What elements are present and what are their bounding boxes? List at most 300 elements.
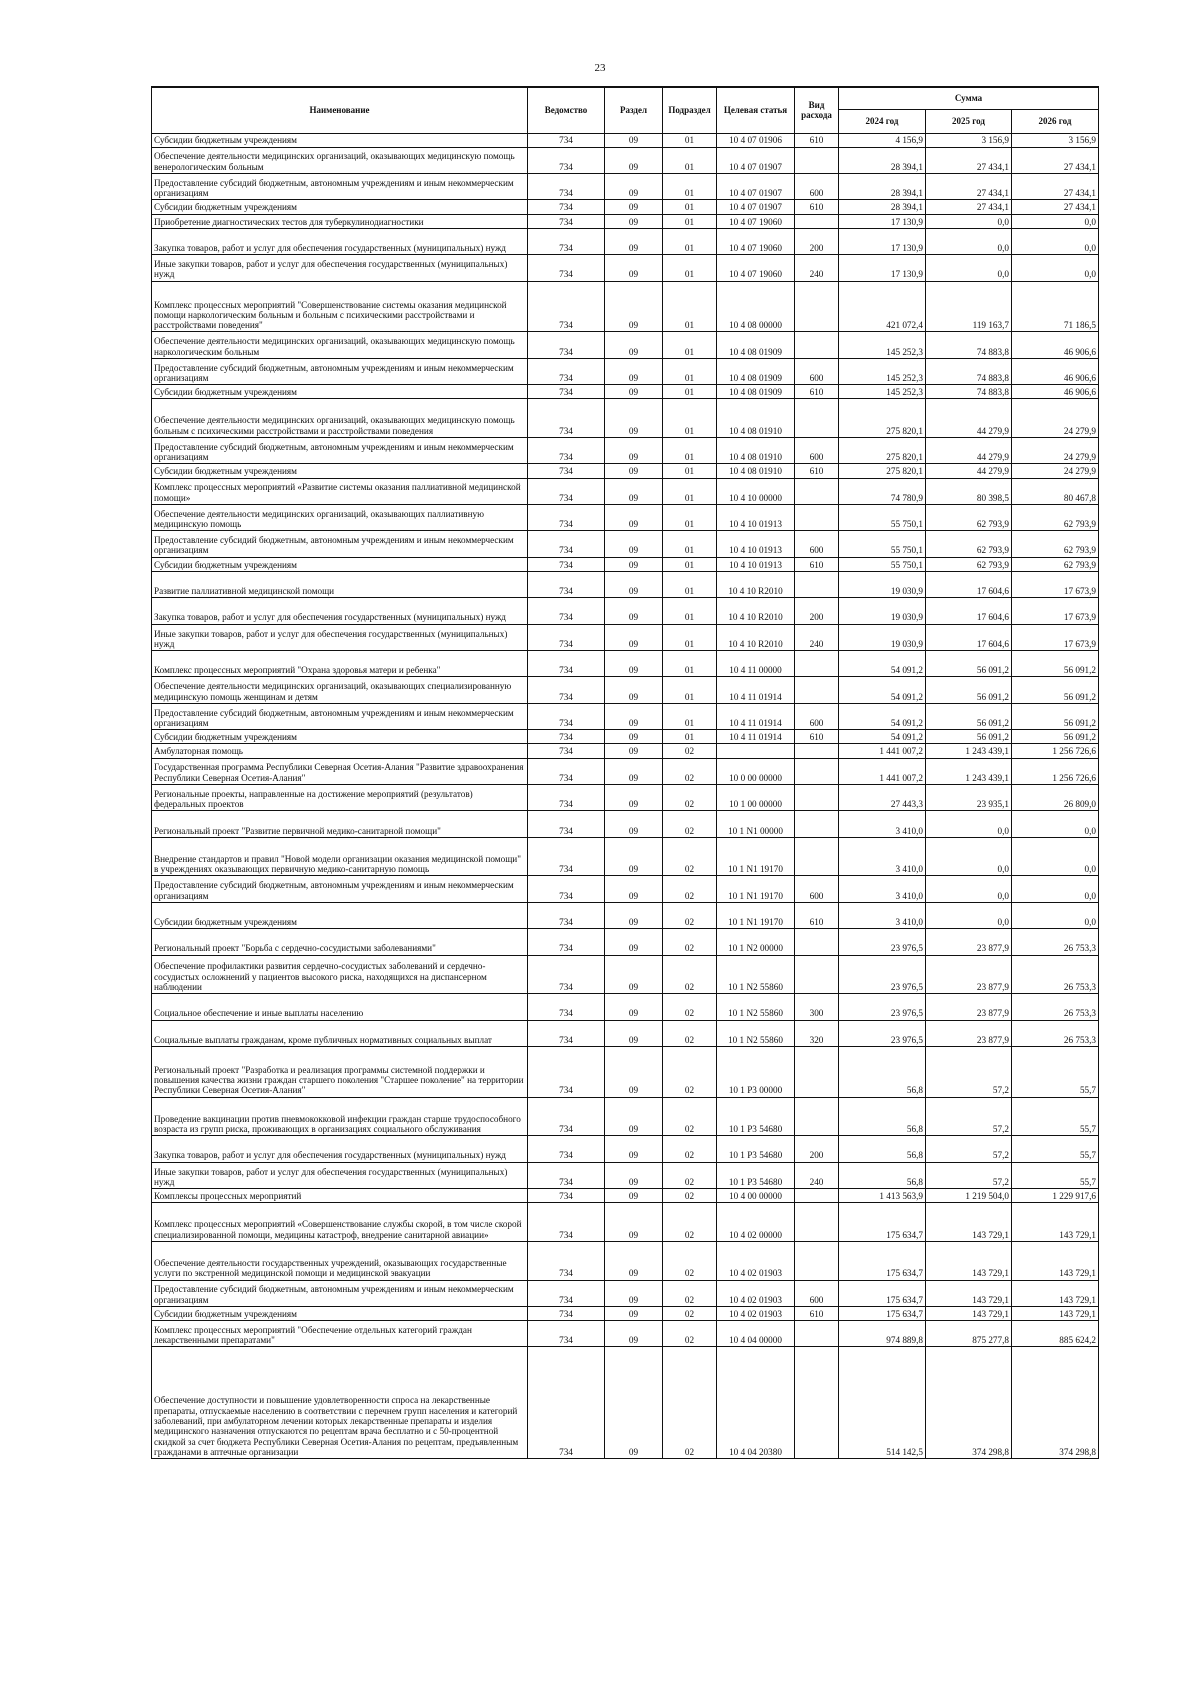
row-section: 09 [605,255,663,281]
row-sum-2024: 1 441 007,2 [839,758,926,784]
row-kind [795,744,839,758]
row-name: Обеспечение деятельности медицинских организаций, оказывающих специализированную медицинскую помощь женщинам и детям [152,677,528,703]
table-row [152,385,1099,399]
row-dept: 734 [528,1136,605,1162]
row-subsection: 01 [663,504,717,530]
row-dept: 734 [528,1280,605,1306]
row-kind: 610 [795,133,839,147]
row-kind [795,147,839,173]
row-section: 09 [605,1046,663,1097]
table-row [152,1306,1099,1320]
row-sum-2026: 17 673,9 [1012,624,1099,650]
row-kind: 610 [795,464,839,478]
row-target: 10 4 07 19060 [717,255,795,281]
row-kind: 200 [795,228,839,254]
header-2025: 2025 год [926,109,1012,133]
row-section: 09 [605,385,663,399]
row-sum-2025: 27 434,1 [926,174,1012,200]
table-row [152,147,1099,173]
row-name: Региональные проекты, направленные на достижение мероприятий (результатов) федеральных проектов [152,785,528,811]
row-section: 09 [605,703,663,729]
row-subsection: 02 [663,955,717,994]
row-target: 10 4 10 01913 [717,557,795,571]
row-sum-2024: 3 410,0 [839,876,926,902]
row-dept: 734 [528,1097,605,1136]
row-target: 10 4 07 19060 [717,228,795,254]
row-target: 10 0 00 00000 [717,758,795,784]
row-kind: 610 [795,200,839,214]
row-sum-2024: 23 976,5 [839,929,926,955]
row-target: 10 1 P3 54680 [717,1136,795,1162]
row-section: 09 [605,624,663,650]
row-dept: 734 [528,929,605,955]
row-subsection: 01 [663,399,717,438]
row-sum-2025: 3 156,9 [926,133,1012,147]
row-subsection: 01 [663,133,717,147]
row-sum-2025: 875 277,8 [926,1321,1012,1347]
row-section: 09 [605,955,663,994]
row-name: Проведение вакцинации против пневмококковой инфекции граждан старше трудоспособного возраста из групп риска, проживающих в организациях социального обслуживания [152,1097,528,1136]
row-subsection: 01 [663,677,717,703]
row-target: 10 1 P3 54680 [717,1097,795,1136]
row-kind: 200 [795,1136,839,1162]
row-sum-2026: 26 809,0 [1012,785,1099,811]
row-subsection: 02 [663,876,717,902]
row-target: 10 4 08 01910 [717,437,795,463]
row-sum-2024: 55 750,1 [839,557,926,571]
row-sum-2026: 46 906,6 [1012,385,1099,399]
row-sum-2025: 56 091,2 [926,651,1012,677]
row-name: Комплекс процессных мероприятий "Совершенствование системы оказания медицинской помощи наркологическим больным и больным с психическими расстройствами и расстройствами поведения" [152,281,528,332]
row-section: 09 [605,1347,663,1459]
row-sum-2024: 1 413 563,9 [839,1189,926,1203]
row-kind [795,677,839,703]
row-subsection: 01 [663,214,717,228]
row-sum-2025: 44 279,9 [926,464,1012,478]
row-subsection: 02 [663,1189,717,1203]
table-row [152,1097,1099,1136]
row-sum-2025: 0,0 [926,837,1012,876]
row-name: Обеспечение деятельности медицинских организаций, оказывающих паллиативную медицинскую помощь [152,504,528,530]
row-kind: 610 [795,902,839,928]
row-sum-2026: 27 434,1 [1012,200,1099,214]
row-name: Обеспечение деятельности медицинских организаций, оказывающих медицинскую помощь венерологическим больным [152,147,528,173]
table-row [152,730,1099,744]
row-sum-2025: 0,0 [926,228,1012,254]
row-sum-2026: 26 753,3 [1012,929,1099,955]
row-sum-2025: 62 793,9 [926,504,1012,530]
row-kind: 600 [795,358,839,384]
row-section: 09 [605,399,663,438]
row-section: 09 [605,200,663,214]
row-name: Комплекс процессных мероприятий "Обеспечение отдельных категорий граждан лекарственными препаратами" [152,1321,528,1347]
row-dept: 734 [528,1189,605,1203]
row-kind: 610 [795,730,839,744]
row-section: 09 [605,281,663,332]
row-name: Обеспечение профилактики развития сердечно-сосудистых заболеваний и сердечно-сосудистых осложнений у пациентов высокого риска, находящихся на диспансерном наблюдении [152,955,528,994]
header-kind: Вид расхода [795,87,839,133]
row-name: Обеспечение деятельности государственных учреждений, оказывающих государственные услуги по экстренной медицинской помощи и медицинской эвакуации [152,1241,528,1280]
row-target: 10 4 10 00000 [717,478,795,504]
row-sum-2026: 56 091,2 [1012,677,1099,703]
row-dept: 734 [528,785,605,811]
row-subsection: 01 [663,478,717,504]
row-sum-2024: 74 780,9 [839,478,926,504]
row-target: 10 4 10 R2010 [717,598,795,624]
row-sum-2026: 62 793,9 [1012,531,1099,557]
row-subsection: 01 [663,464,717,478]
row-name: Иные закупки товаров, работ и услуг для обеспечения государственных (муниципальных) нужд [152,624,528,650]
row-sum-2025: 57,2 [926,1097,1012,1136]
row-sum-2025: 80 398,5 [926,478,1012,504]
row-sum-2026: 56 091,2 [1012,703,1099,729]
row-sum-2024: 55 750,1 [839,504,926,530]
row-kind [795,332,839,358]
row-subsection: 01 [663,200,717,214]
row-dept: 734 [528,1162,605,1188]
row-sum-2025: 57,2 [926,1162,1012,1188]
row-target: 10 4 08 01909 [717,332,795,358]
row-name: Иные закупки товаров, работ и услуг для обеспечения государственных (муниципальных) нужд [152,255,528,281]
row-sum-2026: 46 906,6 [1012,358,1099,384]
row-kind: 610 [795,557,839,571]
row-sum-2026: 143 729,1 [1012,1306,1099,1320]
row-sum-2026: 1 256 726,6 [1012,744,1099,758]
table-row [152,955,1099,994]
row-name: Социальные выплаты гражданам, кроме публичных нормативных социальных выплат [152,1020,528,1046]
row-name: Закупка товаров, работ и услуг для обеспечения государственных (муниципальных) нужд [152,598,528,624]
row-section: 09 [605,1321,663,1347]
row-sum-2026: 1 256 726,6 [1012,758,1099,784]
row-target: 10 1 N1 19170 [717,837,795,876]
row-sum-2025: 17 604,6 [926,598,1012,624]
row-name: Приобретение диагностических тестов для туберкулинодиагностики [152,214,528,228]
row-kind [795,955,839,994]
row-sum-2024: 4 156,9 [839,133,926,147]
row-kind: 600 [795,703,839,729]
row-dept: 734 [528,147,605,173]
row-sum-2025: 23 877,9 [926,994,1012,1020]
row-target: 10 4 07 01907 [717,200,795,214]
row-section: 09 [605,504,663,530]
row-subsection: 02 [663,1203,717,1242]
row-dept: 734 [528,557,605,571]
row-target: 10 1 N2 55860 [717,994,795,1020]
row-subsection: 01 [663,651,717,677]
table-row [152,478,1099,504]
row-sum-2026: 55,7 [1012,1097,1099,1136]
row-target [717,744,795,758]
table-row [152,200,1099,214]
row-name: Комплекс процессных мероприятий "Охрана здоровья матери и ребенка" [152,651,528,677]
row-target: 10 4 04 20380 [717,1347,795,1459]
row-target: 10 1 P3 00000 [717,1046,795,1097]
row-section: 09 [605,1162,663,1188]
row-sum-2025: 56 091,2 [926,703,1012,729]
table-row [152,557,1099,571]
row-sum-2026: 26 753,3 [1012,1020,1099,1046]
table-row [152,598,1099,624]
row-dept: 734 [528,758,605,784]
row-dept: 734 [528,677,605,703]
row-target: 10 1 N2 55860 [717,1020,795,1046]
row-subsection: 01 [663,703,717,729]
row-subsection: 02 [663,1020,717,1046]
row-name: Субсидии бюджетным учреждениям [152,200,528,214]
row-target: 10 4 10 R2010 [717,571,795,597]
row-target: 10 1 N2 00000 [717,929,795,955]
row-sum-2025: 57,2 [926,1136,1012,1162]
row-sum-2024: 17 130,9 [839,228,926,254]
row-sum-2024: 974 889,8 [839,1321,926,1347]
row-sum-2024: 56,8 [839,1162,926,1188]
row-dept: 734 [528,1020,605,1046]
row-subsection: 02 [663,1321,717,1347]
row-subsection: 01 [663,332,717,358]
table-row [152,399,1099,438]
header-dept: Ведомство [528,87,605,133]
row-name: Обеспечение деятельности медицинских организаций, оказывающих медицинскую помощь больным с психическими расстройствами и расстройствами поведения [152,399,528,438]
row-sum-2024: 56,8 [839,1046,926,1097]
row-target: 10 1 P3 54680 [717,1162,795,1188]
row-sum-2026: 0,0 [1012,228,1099,254]
row-dept: 734 [528,837,605,876]
row-sum-2024: 275 820,1 [839,399,926,438]
row-target: 10 4 11 01914 [717,730,795,744]
row-name: Субсидии бюджетным учреждениям [152,730,528,744]
table-row [152,703,1099,729]
row-sum-2024: 275 820,1 [839,464,926,478]
row-dept: 734 [528,902,605,928]
row-kind: 240 [795,255,839,281]
row-target: 10 4 08 01909 [717,358,795,384]
table-row [152,1162,1099,1188]
row-kind [795,1046,839,1097]
row-name: Закупка товаров, работ и услуг для обеспечения государственных (муниципальных) нужд [152,1136,528,1162]
header-section: Раздел [605,87,663,133]
row-sum-2024: 275 820,1 [839,437,926,463]
row-sum-2024: 3 410,0 [839,902,926,928]
row-kind [795,214,839,228]
row-kind: 600 [795,1280,839,1306]
row-sum-2026: 143 729,1 [1012,1241,1099,1280]
row-sum-2025: 62 793,9 [926,557,1012,571]
row-target: 10 1 N2 55860 [717,955,795,994]
row-sum-2025: 23 877,9 [926,929,1012,955]
row-sum-2024: 1 441 007,2 [839,744,926,758]
row-target: 10 4 02 01903 [717,1241,795,1280]
row-sum-2025: 57,2 [926,1046,1012,1097]
row-sum-2025: 0,0 [926,876,1012,902]
row-subsection: 01 [663,557,717,571]
row-section: 09 [605,1280,663,1306]
row-sum-2026: 374 298,8 [1012,1347,1099,1459]
row-subsection: 02 [663,785,717,811]
row-section: 09 [605,744,663,758]
row-name: Субсидии бюджетным учреждениям [152,464,528,478]
row-sum-2024: 17 130,9 [839,255,926,281]
row-sum-2025: 62 793,9 [926,531,1012,557]
row-dept: 734 [528,228,605,254]
row-section: 09 [605,1097,663,1136]
row-dept: 734 [528,955,605,994]
row-sum-2025: 119 163,7 [926,281,1012,332]
table-row [152,902,1099,928]
row-subsection: 01 [663,624,717,650]
row-name: Комплекс процессных мероприятий «Совершенствование службы скорой, в том числе скорой специализированной помощи, медицины катастроф, внедрение санитарной авиации» [152,1203,528,1242]
row-target: 10 4 08 01910 [717,399,795,438]
table-row [152,1020,1099,1046]
row-sum-2026: 143 729,1 [1012,1280,1099,1306]
row-section: 09 [605,332,663,358]
row-dept: 734 [528,624,605,650]
row-sum-2025: 44 279,9 [926,437,1012,463]
row-target: 10 4 11 01914 [717,677,795,703]
row-sum-2024: 17 130,9 [839,214,926,228]
row-section: 09 [605,811,663,837]
row-sum-2024: 19 030,9 [839,624,926,650]
row-name: Предоставление субсидий бюджетным, автономным учреждениям и иным некоммерческим организациям [152,876,528,902]
row-kind [795,929,839,955]
row-name: Социальное обеспечение и иные выплаты населению [152,994,528,1020]
row-sum-2026: 0,0 [1012,255,1099,281]
row-sum-2025: 1 243 439,1 [926,744,1012,758]
row-sum-2024: 19 030,9 [839,571,926,597]
row-target: 10 1 N1 00000 [717,811,795,837]
table-row [152,1046,1099,1097]
table-row [152,1203,1099,1242]
row-sum-2025: 0,0 [926,214,1012,228]
row-sum-2025: 143 729,1 [926,1203,1012,1242]
table-row [152,1347,1099,1459]
row-kind [795,399,839,438]
row-sum-2026: 55,7 [1012,1046,1099,1097]
row-section: 09 [605,785,663,811]
row-sum-2024: 3 410,0 [839,811,926,837]
row-kind: 610 [795,1306,839,1320]
row-target: 10 4 02 00000 [717,1203,795,1242]
row-kind: 600 [795,531,839,557]
row-dept: 734 [528,358,605,384]
row-target: 10 4 10 01913 [717,531,795,557]
row-sum-2025: 17 604,6 [926,571,1012,597]
row-subsection: 01 [663,281,717,332]
row-section: 09 [605,174,663,200]
row-subsection: 02 [663,994,717,1020]
row-sum-2025: 17 604,6 [926,624,1012,650]
row-name: Предоставление субсидий бюджетным, автономным учреждениям и иным некоммерческим организациям [152,174,528,200]
row-sum-2025: 27 434,1 [926,200,1012,214]
row-sum-2024: 175 634,7 [839,1241,926,1280]
table-row [152,504,1099,530]
row-subsection: 02 [663,1306,717,1320]
row-section: 09 [605,677,663,703]
row-section: 09 [605,437,663,463]
row-sum-2026: 27 434,1 [1012,147,1099,173]
row-section: 09 [605,1136,663,1162]
row-sum-2024: 3 410,0 [839,837,926,876]
row-dept: 734 [528,730,605,744]
row-sum-2026: 3 156,9 [1012,133,1099,147]
row-sum-2025: 0,0 [926,902,1012,928]
row-subsection: 01 [663,147,717,173]
row-subsection: 02 [663,1241,717,1280]
table-row [152,876,1099,902]
table-row [152,571,1099,597]
row-name: Предоставление субсидий бюджетным, автономным учреждениям и иным некоммерческим организациям [152,437,528,463]
row-dept: 734 [528,571,605,597]
row-kind [795,281,839,332]
row-sum-2026: 71 186,5 [1012,281,1099,332]
row-subsection: 01 [663,531,717,557]
row-sum-2026: 24 279,9 [1012,399,1099,438]
row-dept: 734 [528,1203,605,1242]
row-name: Комплексы процессных мероприятий [152,1189,528,1203]
row-subsection: 02 [663,929,717,955]
row-kind: 610 [795,385,839,399]
row-section: 09 [605,478,663,504]
row-section: 09 [605,571,663,597]
row-kind: 600 [795,437,839,463]
table-row [152,358,1099,384]
row-sum-2024: 19 030,9 [839,598,926,624]
row-dept: 734 [528,464,605,478]
row-target: 10 1 N1 19170 [717,902,795,928]
table-row [152,1241,1099,1280]
row-sum-2026: 24 279,9 [1012,437,1099,463]
row-name: Субсидии бюджетным учреждениям [152,133,528,147]
row-section: 09 [605,1020,663,1046]
row-target: 10 4 10 R2010 [717,624,795,650]
row-dept: 734 [528,1347,605,1459]
row-target: 10 4 04 00000 [717,1321,795,1347]
row-sum-2026: 26 753,3 [1012,955,1099,994]
table-row [152,133,1099,147]
row-sum-2025: 27 434,1 [926,147,1012,173]
row-kind: 320 [795,1020,839,1046]
row-section: 09 [605,358,663,384]
row-target: 10 1 00 00000 [717,785,795,811]
row-kind [795,1321,839,1347]
row-sum-2025: 143 729,1 [926,1241,1012,1280]
header-2024: 2024 год [839,109,926,133]
row-sum-2025: 0,0 [926,811,1012,837]
table-row [152,464,1099,478]
row-sum-2026: 26 753,3 [1012,994,1099,1020]
row-name: Государственная программа Республики Северная Осетия-Алания "Развитие здравоохранения Республики Северная Осетия-Алания" [152,758,528,784]
row-section: 09 [605,994,663,1020]
table-row [152,1136,1099,1162]
row-subsection: 01 [663,255,717,281]
row-sum-2026: 1 229 917,6 [1012,1189,1099,1203]
table-row [152,811,1099,837]
row-subsection: 01 [663,598,717,624]
row-target: 10 4 07 01907 [717,147,795,173]
table-row [152,929,1099,955]
row-dept: 734 [528,811,605,837]
row-section: 09 [605,214,663,228]
row-section: 09 [605,1306,663,1320]
header-2026: 2026 год [1012,109,1099,133]
row-dept: 734 [528,200,605,214]
row-kind: 240 [795,1162,839,1188]
row-target: 10 4 10 01913 [717,504,795,530]
row-dept: 734 [528,399,605,438]
row-sum-2024: 54 091,2 [839,703,926,729]
row-subsection: 02 [663,1046,717,1097]
row-kind [795,1203,839,1242]
row-dept: 734 [528,744,605,758]
